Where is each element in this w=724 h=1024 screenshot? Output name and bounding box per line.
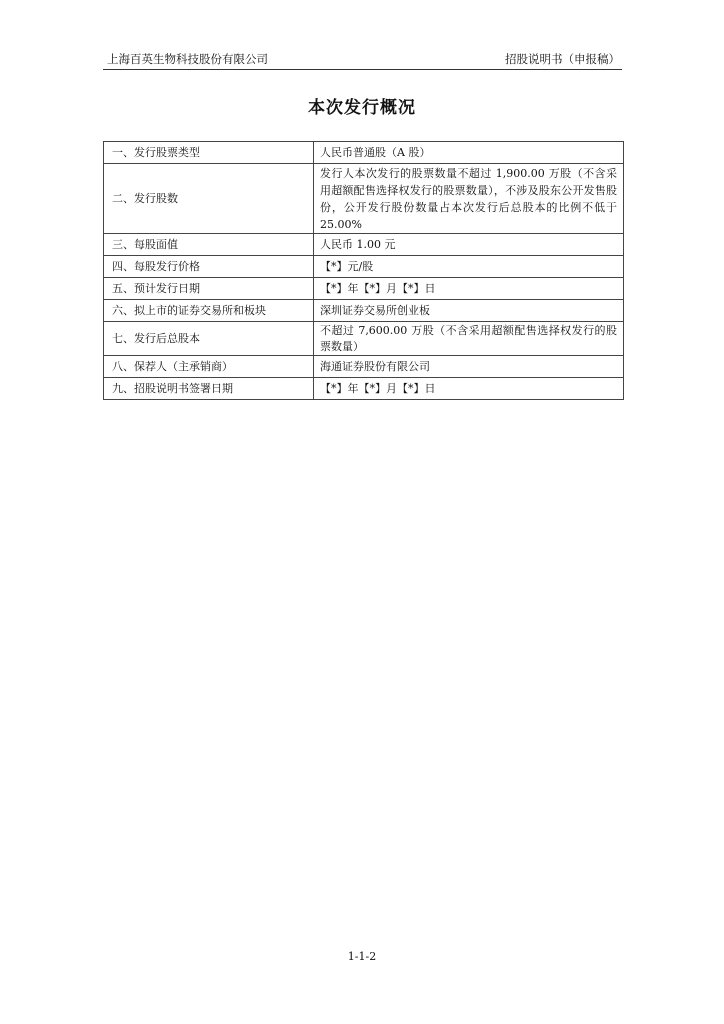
row-value: 人民币 1.00 元 (314, 234, 624, 256)
row-value: 不超过 7,600.00 万股（不含采用超额配售选择权发行的股票数量） (314, 322, 624, 356)
row-value: 【*】年【*】月【*】日 (314, 278, 624, 300)
row-value: 人民币普通股（A 股） (314, 142, 624, 164)
page-header (103, 50, 622, 68)
header-divider (103, 69, 622, 70)
table-row (104, 234, 624, 256)
row-value: 【*】年【*】月【*】日 (314, 378, 624, 400)
row-label: 二、发行股数 (104, 164, 314, 234)
row-value: 发行人本次发行的股票数量不超过 1,900.00 万股（不含采用超额配售选择权发行的股票数量），不涉及股东公开发售股份，公开发行股份数量占本次发行后总股本的比例不低于 25.00% (314, 164, 624, 234)
row-value: 深圳证券交易所创业板 (314, 300, 624, 322)
table-row (104, 278, 624, 300)
row-label: 七、发行后总股本 (104, 322, 314, 356)
table-row (104, 164, 624, 234)
table-row (104, 142, 624, 164)
row-label: 八、保荐人（主承销商） (104, 356, 314, 378)
document-name: 招股说明书（申报稿） (505, 52, 620, 66)
company-name: 上海百英生物科技股份有限公司 (107, 52, 268, 66)
row-label: 一、发行股票类型 (104, 142, 314, 164)
table-row (104, 378, 624, 400)
table-row (104, 256, 624, 278)
row-value: 海通证券股份有限公司 (314, 356, 624, 378)
offering-summary-table (103, 141, 624, 400)
table-row (104, 356, 624, 378)
row-label: 四、每股发行价格 (104, 256, 314, 278)
table-row (104, 300, 624, 322)
row-label: 五、预计发行日期 (104, 278, 314, 300)
table-row (104, 322, 624, 356)
row-label: 六、拟上市的证券交易所和板块 (104, 300, 314, 322)
row-label: 九、招股说明书签署日期 (104, 378, 314, 400)
row-label: 三、每股面值 (104, 234, 314, 256)
page-title: 本次发行概况 (308, 98, 416, 118)
row-value: 【*】元/股 (314, 256, 624, 278)
page-number: 1-1-2 (347, 950, 377, 963)
